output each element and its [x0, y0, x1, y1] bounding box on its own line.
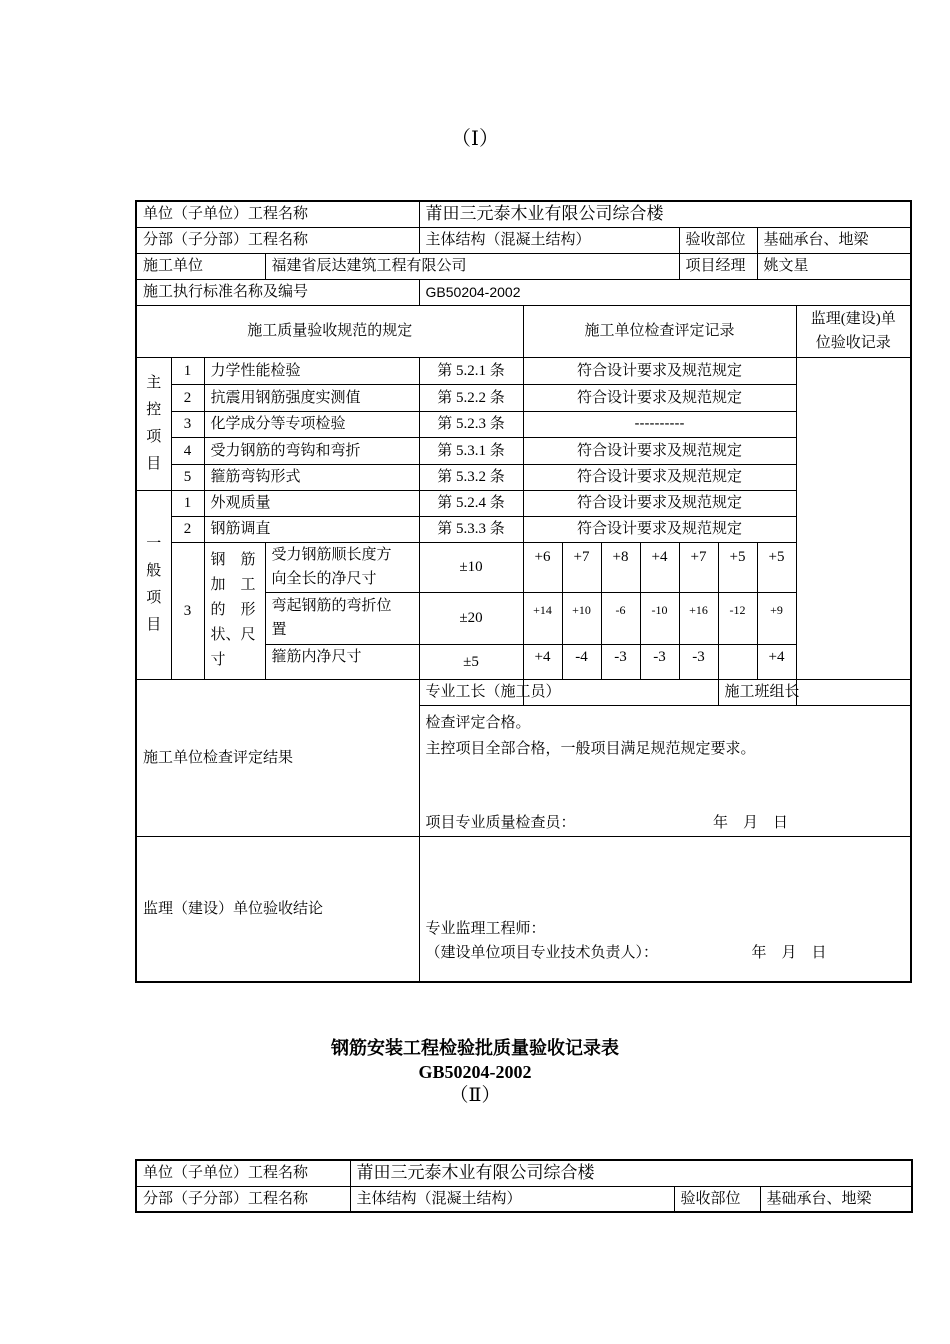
foreman-label: 专业工长（施工员）: [419, 679, 523, 705]
owner-rep-line: [426, 941, 905, 965]
sub-item-name-line: 受力钢筋顺长度方: [271, 547, 392, 563]
inspection-part-label: 验收部位: [679, 227, 757, 253]
unit-name-label: 单位（子单位）工程名称: [136, 201, 419, 227]
result-line: 检查评定合格。: [425, 713, 531, 731]
item-no: 1: [171, 490, 204, 516]
measured-value: [718, 644, 757, 679]
item-name: 箍筋弯钩形式: [204, 464, 419, 490]
item-name: 受力钢筋的弯钩和弯折: [204, 437, 419, 464]
team-leader-value: [796, 679, 911, 705]
date-text: 年 月 日: [713, 814, 789, 831]
item-no: 3: [171, 411, 204, 437]
measured-value: -3: [601, 644, 640, 679]
supervision-conclusion-content: [419, 836, 911, 982]
team-leader-label: 施工班组长: [718, 679, 796, 705]
item-result: 符合设计要求及规范规定: [523, 384, 796, 411]
standard-label: 施工执行标准名称及编号: [136, 279, 419, 305]
supervising-engineer-label: 专业监理工程师：: [425, 920, 546, 937]
sub-item-name-line: 置: [271, 622, 287, 638]
inspection-part-label: 验收部位: [674, 1186, 760, 1212]
document-standard: GB50204-2002: [418, 1062, 532, 1082]
measured-value: -12: [718, 592, 757, 644]
main-group-char: 控: [146, 401, 162, 418]
tolerance: ±20: [419, 592, 523, 644]
item-no: 1: [171, 357, 204, 384]
item-clause: 第 5.3.2 条: [419, 464, 523, 490]
item-no: 2: [171, 384, 204, 411]
main-group-char: 主: [146, 374, 162, 391]
sub-project-label: 分部（子分部）工程名称: [136, 1186, 350, 1212]
item-clause: 第 5.3.3 条: [419, 516, 523, 542]
measured-value: +4: [757, 644, 796, 679]
item-result: 符合设计要求及规范规定: [523, 437, 796, 464]
measured-value: +5: [718, 542, 757, 592]
sub-item-name-line: 弯起钢筋的弯折位: [271, 598, 392, 614]
unit-name-label: 单位（子单位）工程名称: [136, 1160, 350, 1186]
project-manager-value: 姚文星: [757, 253, 911, 279]
tolerance: ±5: [419, 644, 523, 679]
measured-value: +7: [679, 542, 718, 592]
contractor-value: 福建省辰达建筑工程有限公司: [265, 253, 679, 279]
inspection-table-2: [135, 1159, 913, 1213]
date-text: 年 月 日: [751, 944, 827, 961]
measured-value: -4: [562, 644, 601, 679]
measured-value: +10: [562, 592, 601, 644]
sub-project-label: 分部（子分部）工程名称: [136, 227, 419, 253]
measured-value: +4: [640, 542, 679, 592]
measured-value: +14: [523, 592, 562, 644]
measured-value: +9: [757, 592, 796, 644]
item3-name-line: 状、尺: [210, 627, 256, 643]
header-supervision-line-2: 位验收记录: [815, 335, 891, 351]
item3-name: [204, 542, 265, 679]
item-name: 钢筋调直: [204, 516, 419, 542]
item-no: 4: [171, 437, 204, 464]
measured-value: +16: [679, 592, 718, 644]
item-name: 力学性能检验: [204, 357, 419, 384]
measured-value: -3: [679, 644, 718, 679]
item-clause: 第 5.2.4 条: [419, 490, 523, 516]
project-manager-label: 项目经理: [679, 253, 757, 279]
item3-name-line: 钢 筋: [210, 552, 256, 568]
item-name: 抗震用钢筋强度实测值: [204, 384, 419, 411]
item-clause: 第 5.2.1 条: [419, 357, 523, 384]
header-spec: 施工质量验收规范的规定: [136, 305, 523, 357]
item-result: 符合设计要求及规范规定: [523, 516, 796, 542]
general-group-char: 一: [146, 535, 162, 552]
supervision-record: [796, 357, 911, 679]
item-name: 化学成分等专项检验: [204, 411, 419, 437]
general-group: [136, 490, 171, 679]
item3-name-line: 寸: [210, 652, 226, 668]
owner-rep-label: （建设单位项目专业技术负责人）：: [425, 944, 659, 961]
item-no: 3: [171, 542, 204, 679]
item-result: 符合设计要求及规范规定: [523, 357, 796, 384]
document-title: 钢筋安装工程检验批质量验收记录表: [331, 1038, 619, 1058]
item-name: 外观质量: [204, 490, 419, 516]
contractor-label: 施工单位: [136, 253, 265, 279]
tolerance: ±10: [419, 542, 523, 592]
inspection-part-value: 基础承台、地梁: [760, 1186, 912, 1212]
item-result: ----------: [523, 411, 796, 437]
quality-inspector-label: 项目专业质量检查员：: [425, 814, 576, 831]
general-group-char: 般: [146, 562, 162, 579]
supervision-conclusion-label: 监理（建设）单位验收结论: [136, 836, 419, 982]
standard-value: GB50204-2002: [419, 279, 911, 305]
measured-value: +4: [523, 644, 562, 679]
sub-item-name: 箍筋内净尺寸: [265, 644, 419, 679]
contractor-result-label: 施工单位检查评定结果: [136, 679, 419, 836]
header-supervision-line-1: 监理(建设)单: [810, 311, 896, 327]
sub-project-value: 主体结构（混凝土结构）: [350, 1186, 674, 1212]
main-group-char: 目: [146, 455, 162, 472]
contractor-result-content: [419, 705, 911, 836]
item-result: 符合设计要求及规范规定: [523, 490, 796, 516]
section-number-1: （Ⅰ）: [451, 128, 499, 150]
measured-value: +6: [523, 542, 562, 592]
sub-item-name-line: 向全长的净尺寸: [271, 571, 377, 587]
measured-value: +7: [562, 542, 601, 592]
result-line: 主控项目全部合格，一般项目满足规范规定要求。: [425, 739, 756, 757]
sub-project-value: 主体结构（混凝土结构）: [419, 227, 679, 253]
inspection-table-1: [135, 200, 912, 983]
header-contractor-check: 施工单位检查评定记录: [523, 305, 796, 357]
general-group-char: 项: [146, 589, 162, 606]
item-no: 2: [171, 516, 204, 542]
item-clause: 第 5.2.3 条: [419, 411, 523, 437]
quality-inspector-line: [426, 810, 905, 836]
section-number-2: （Ⅱ）: [449, 1085, 501, 1106]
item-clause: 第 5.3.1 条: [419, 437, 523, 464]
main-control-group: [136, 357, 171, 490]
measured-value: -6: [601, 592, 640, 644]
measured-value: -10: [640, 592, 679, 644]
sub-item-name: [265, 542, 419, 592]
measured-value: +8: [601, 542, 640, 592]
unit-name-value: 莆田三元泰木业有限公司综合楼: [350, 1160, 912, 1186]
main-group-char: 项: [146, 428, 162, 445]
item3-name-line: 加 工: [210, 577, 256, 593]
item-clause: 第 5.2.2 条: [419, 384, 523, 411]
item-result: 符合设计要求及规范规定: [523, 464, 796, 490]
unit-name-value: 莆田三元泰木业有限公司综合楼: [419, 201, 911, 227]
item-no: 5: [171, 464, 204, 490]
sub-item-name: [265, 592, 419, 644]
measured-value: +5: [757, 542, 796, 592]
general-group-char: 目: [146, 616, 162, 633]
header-supervision: [796, 305, 911, 357]
inspection-part-value: 基础承台、地梁: [757, 227, 911, 253]
item3-name-line: 的 形: [210, 602, 256, 618]
measured-value: -3: [640, 644, 679, 679]
